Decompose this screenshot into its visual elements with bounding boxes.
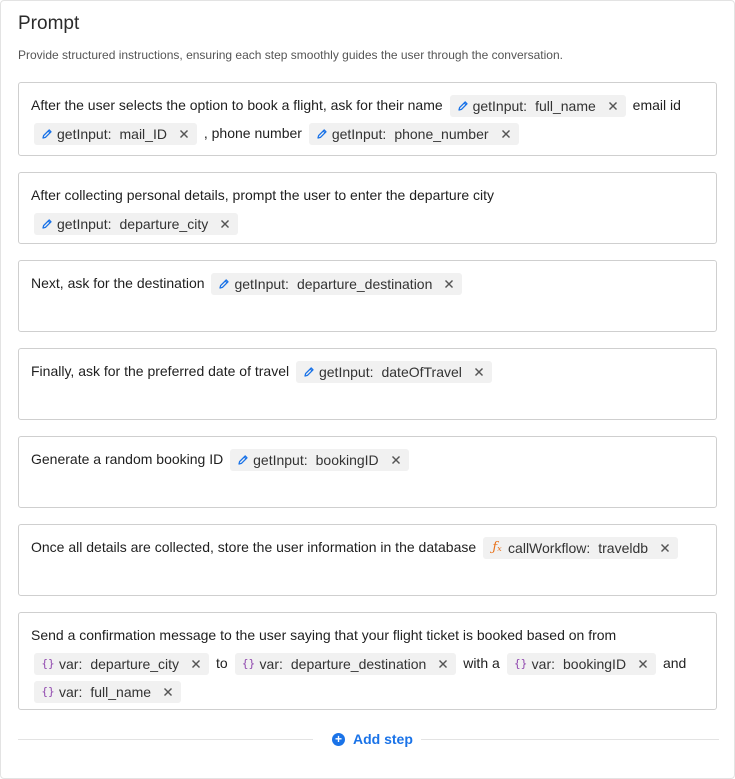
step-text: Once all details are collected, store the user information in the database bbox=[31, 539, 477, 555]
close-icon[interactable] bbox=[161, 685, 175, 699]
close-icon[interactable] bbox=[189, 657, 203, 671]
chip-key: var: bbox=[259, 656, 283, 673]
pencil-icon bbox=[302, 365, 316, 379]
input-chip[interactable] bbox=[230, 449, 409, 471]
close-icon[interactable] bbox=[389, 453, 403, 467]
page-subtitle: Provide structured instructions, ensuring each step smoothly guides the user through the conversation. bbox=[18, 48, 563, 62]
variable-icon: {} bbox=[41, 685, 55, 699]
chip-value: mail_ID bbox=[119, 126, 167, 143]
pencil-icon bbox=[40, 127, 54, 141]
close-icon[interactable] bbox=[218, 217, 232, 231]
chip-value: departure_city bbox=[119, 216, 209, 233]
chip-value: departure_destination bbox=[290, 656, 427, 673]
chip-key: var: bbox=[59, 684, 83, 701]
chip-key: var: bbox=[59, 656, 83, 673]
chip-value: full_name bbox=[90, 684, 152, 701]
input-chip[interactable] bbox=[211, 273, 462, 295]
divider-left bbox=[18, 739, 313, 740]
variable-icon: {} bbox=[41, 657, 55, 671]
step-text: Send a confirmation message to the user saying that your flight ticket is booked based on from bbox=[31, 627, 617, 643]
chip-value: dateOfTravel bbox=[381, 364, 462, 381]
chip-value: bookingID bbox=[315, 452, 379, 469]
step-card[interactable] bbox=[18, 260, 717, 332]
divider-right bbox=[421, 739, 719, 740]
close-icon[interactable] bbox=[436, 657, 450, 671]
input-chip[interactable] bbox=[235, 653, 457, 675]
close-icon[interactable] bbox=[442, 277, 456, 291]
close-icon[interactable] bbox=[499, 127, 513, 141]
page-title: Prompt bbox=[18, 13, 80, 34]
input-chip[interactable] bbox=[34, 213, 238, 235]
chip-key: getInput: bbox=[318, 364, 374, 381]
step-text: and bbox=[662, 655, 687, 671]
step-text: After the user selects the option to book a flight, ask for their name bbox=[31, 97, 443, 113]
step-text: , phone number bbox=[203, 125, 302, 141]
chip-value: phone_number bbox=[394, 126, 489, 143]
chip-value: departure_destination bbox=[296, 276, 433, 293]
chip-key: callWorkflow: bbox=[508, 540, 591, 557]
variable-icon: {} bbox=[241, 657, 256, 671]
input-chip[interactable] bbox=[34, 123, 197, 145]
chip-value: departure_city bbox=[90, 656, 180, 673]
chip-key: getInput: bbox=[57, 126, 112, 143]
input-chip[interactable] bbox=[34, 653, 209, 675]
step-card[interactable] bbox=[18, 172, 717, 244]
close-icon[interactable] bbox=[472, 365, 486, 379]
pencil-icon bbox=[217, 277, 231, 291]
input-chip[interactable] bbox=[309, 123, 519, 145]
pencil-icon bbox=[40, 217, 54, 231]
chip-key: var: bbox=[531, 656, 556, 673]
input-chip[interactable] bbox=[507, 653, 656, 675]
chip-key: getInput: bbox=[234, 276, 289, 293]
step-text: Next, ask for the destination bbox=[31, 275, 205, 291]
close-icon[interactable] bbox=[606, 99, 620, 113]
input-chip[interactable] bbox=[483, 537, 678, 559]
variable-icon: {} bbox=[514, 657, 528, 671]
chip-key: getInput: bbox=[57, 216, 112, 233]
step-text: with a bbox=[463, 655, 500, 671]
chip-key: getInput: bbox=[331, 126, 387, 143]
step-text: email id bbox=[632, 97, 681, 113]
pencil-icon bbox=[456, 99, 470, 113]
chip-value: bookingID bbox=[563, 656, 627, 673]
step-text: Finally, ask for the preferred date of travel bbox=[31, 363, 290, 379]
plus-circle-icon: + bbox=[332, 733, 345, 746]
close-icon[interactable] bbox=[658, 541, 672, 555]
pencil-icon bbox=[236, 453, 250, 467]
chip-value: traveldb bbox=[598, 540, 649, 557]
step-card[interactable] bbox=[18, 82, 717, 156]
add-step-row bbox=[1, 728, 735, 750]
step-text: Generate a random booking ID bbox=[31, 451, 224, 467]
pencil-icon bbox=[315, 127, 329, 141]
input-chip[interactable] bbox=[450, 95, 626, 117]
close-icon[interactable] bbox=[177, 127, 191, 141]
step-card[interactable] bbox=[18, 524, 717, 596]
close-icon[interactable] bbox=[636, 657, 650, 671]
chip-key: getInput: bbox=[253, 452, 308, 469]
function-icon: ƒₓ bbox=[492, 540, 502, 556]
chip-key: getInput: bbox=[472, 98, 528, 115]
step-card[interactable] bbox=[18, 348, 717, 420]
input-chip[interactable] bbox=[34, 681, 181, 703]
chip-value: full_name bbox=[535, 98, 596, 115]
step-text: to bbox=[215, 655, 228, 671]
step-text: After collecting personal details, prompt the user to enter the departure city bbox=[31, 187, 495, 203]
add-step-label: Add step bbox=[353, 731, 413, 747]
step-card[interactable] bbox=[18, 612, 717, 710]
step-card[interactable] bbox=[18, 436, 717, 508]
input-chip[interactable] bbox=[296, 361, 492, 383]
add-step-button[interactable] bbox=[328, 728, 417, 750]
